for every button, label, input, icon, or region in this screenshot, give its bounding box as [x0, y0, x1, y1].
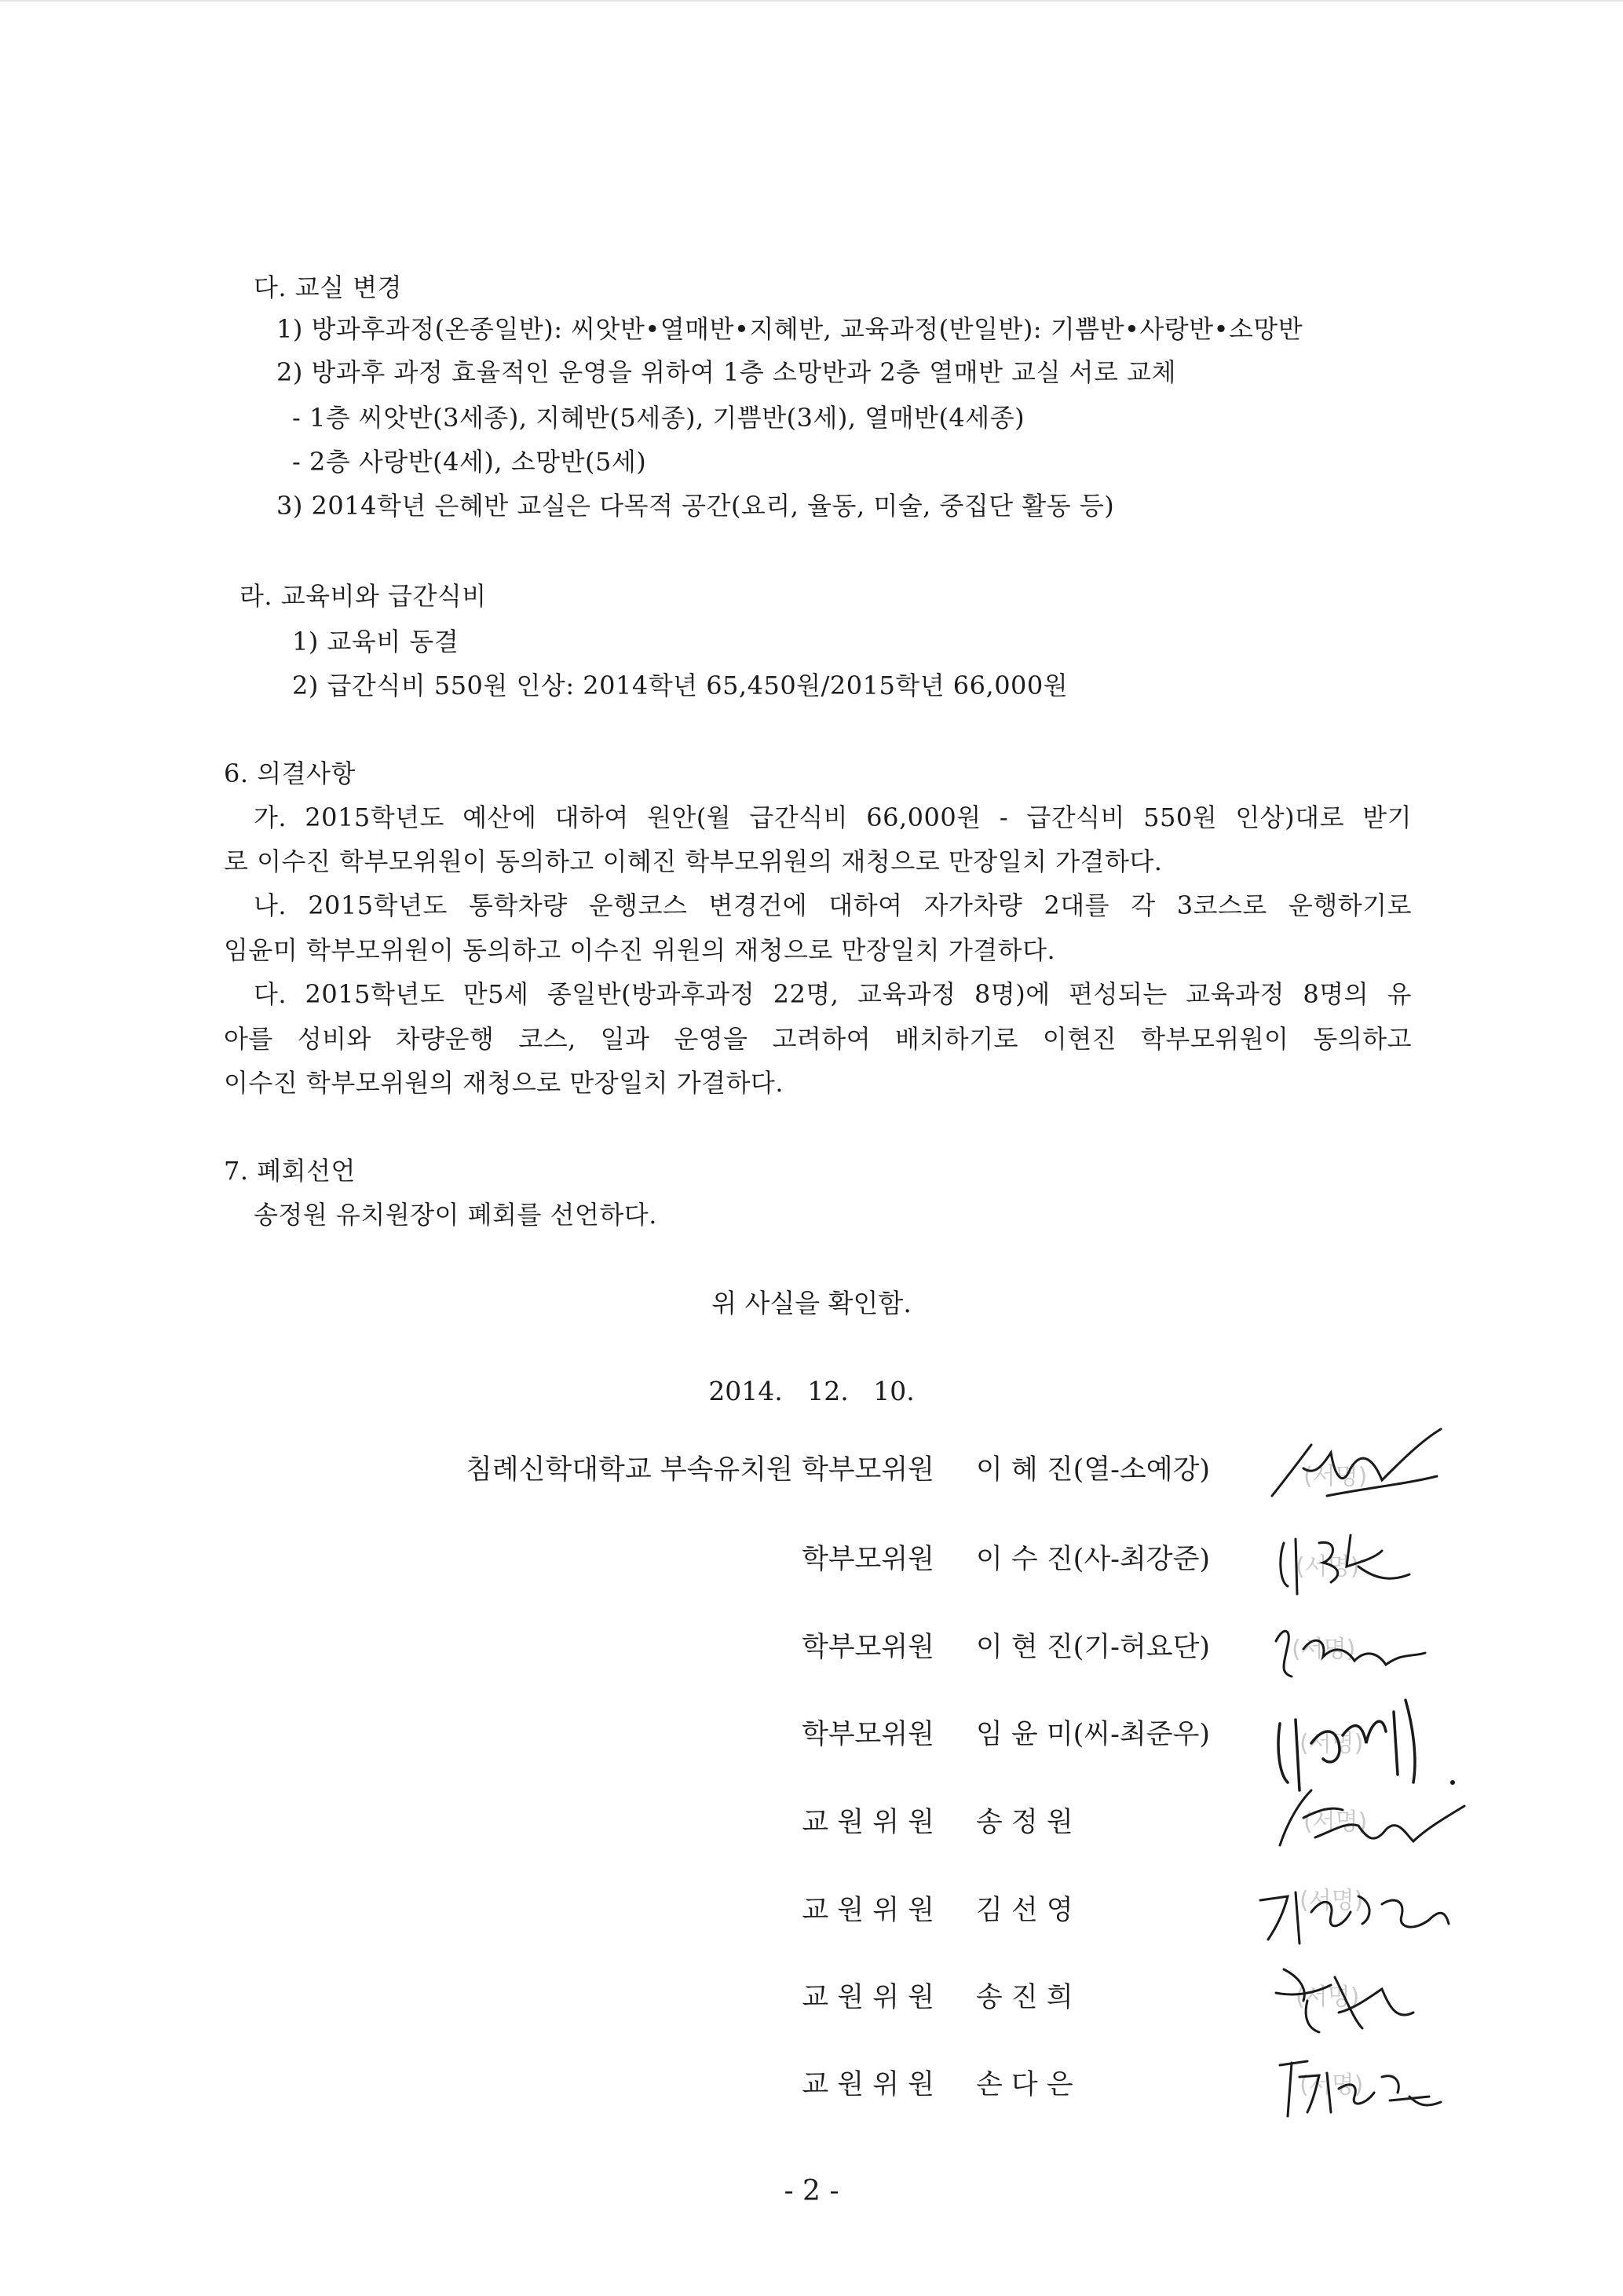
scan-edge [0, 0, 1623, 2]
section-da-item-1: 1) 방과후과정(온종일반): 씨앗반•열매반•지혜반, 교육과정(반일반): 기쁨반•사랑반•소망반 [276, 314, 1303, 344]
confirmation-statement: 위 사실을 확인함. [711, 1288, 912, 1318]
section-7-title: 7. 폐회선언 [224, 1156, 356, 1186]
resolution-ga-line-1: 가. 2015학년도 예산에 대하여 원안(월 급간식비 66,000원 - 급간식비 550원 인상)대로 받기 [254, 803, 1412, 832]
svg-text:(서명): (서명) [1299, 1887, 1364, 1914]
signatory-role: 교 원 위 원 [802, 1895, 934, 1926]
section-7-body: 송정원 유치원장이 폐회를 선언하다. [254, 1200, 657, 1230]
signatory-role: 교 원 위 원 [802, 2069, 934, 2100]
signature-scribble-2 [1264, 1519, 1429, 1606]
svg-text:(서명): (서명) [1303, 1463, 1368, 1490]
svg-text:(서명): (서명) [1296, 1553, 1360, 1581]
svg-text:(서명): (서명) [1296, 1983, 1360, 2011]
section-da-item-2b: - 2층 사랑반(4세), 소망반(5세) [292, 447, 647, 477]
section-da-item-2a: - 1층 씨앗반(3세종), 지혜반(5세종), 기쁨반(3세), 열매반(4세종) [292, 403, 1025, 433]
signature-scribble-3 [1260, 1610, 1433, 1688]
signatory-role: 학부모위원 [801, 1719, 934, 1750]
resolution-da-line-2: 아를 성비와 차량운행 코스, 일과 운영을 고려하여 배치하기로 이현진 학부모위원이 동의하고 [224, 1024, 1412, 1054]
signatory-role: 학부모위원 [801, 1544, 934, 1575]
section-da-title: 다. 교실 변경 [254, 272, 403, 302]
resolution-na-line-1: 나. 2015학년도 통학차량 운행코스 변경건에 대하여 자가차량 2대를 각 3코스로 운행하기로 [254, 890, 1412, 920]
signatory-role: 침례신학대학교 부속유치원 학부모위원 [465, 1454, 934, 1486]
signatory-name: 임 윤 미(씨-최준우) [976, 1719, 1211, 1750]
signatory-name: 송 정 원 [976, 1807, 1073, 1838]
signatory-name: 이 수 진(사-최강준) [976, 1544, 1211, 1575]
section-da-item-3: 3) 2014학년 은혜반 교실은 다목적 공간(요리, 율동, 미술, 중집단 활동 등) [276, 491, 1115, 521]
svg-text:(서명): (서명) [1299, 1730, 1364, 1757]
signatory-name: 김 선 영 [976, 1895, 1073, 1926]
signatory-role: 교 원 위 원 [802, 1982, 934, 2013]
signatory-name: 이 현 진(기-허요단) [976, 1632, 1211, 1663]
signature-scribble-7 [1260, 1954, 1433, 2048]
section-ra-item-1: 1) 교육비 동결 [292, 627, 459, 656]
signatory-name: 송 진 희 [976, 1982, 1073, 2013]
signatory-role: 학부모위원 [801, 1632, 934, 1663]
section-6-title: 6. 의결사항 [224, 759, 356, 788]
confirmation-date: 2014. 12. 10. [708, 1376, 915, 1406]
signatory-name: 이 혜 진(열-소예강) [976, 1454, 1211, 1486]
svg-text:(서명): (서명) [1292, 1636, 1356, 1663]
section-ra-title: 라. 교육비와 급간식비 [239, 581, 487, 611]
resolution-da-line-1: 다. 2015학년도 만5세 종일반(방과후과정 22명, 교육과정 8명)에 편성되는 교육과정 8명의 유 [254, 979, 1412, 1009]
svg-text:(서명): (서명) [1303, 1808, 1368, 1836]
signatory-role: 교 원 위 원 [802, 1807, 934, 1838]
section-da-item-2: 2) 방과후 과정 효율적인 운영을 위하여 1층 소망반과 2층 열매반 교실 서로 교체 [276, 357, 1176, 387]
page-number: - 2 - [784, 2175, 839, 2207]
signature-scribble-5 [1256, 1775, 1468, 1869]
resolution-ga-line-2: 로 이수진 학부모위원이 동의하고 이혜진 학부모위원의 재청으로 만장일치 가결하다. [224, 846, 1163, 876]
signature-scribble-6 [1245, 1865, 1457, 1951]
svg-text:(서명): (서명) [1299, 2071, 1364, 2099]
signatory-name: 손 다 은 [976, 2069, 1073, 2100]
resolution-da-line-3: 이수진 학부모위원의 재청으로 만장일치 가결하다. [224, 1068, 784, 1098]
resolution-na-line-2: 임윤미 학부모위원이 동의하고 이수진 위원의 재청으로 만장일치 가결하다. [224, 935, 1056, 965]
signature-scribble-1 [1256, 1421, 1445, 1515]
signature-scribble-8 [1264, 2046, 1445, 2124]
section-ra-item-2: 2) 급간식비 550원 인상: 2014학년 65,450원/2015학년 66,000원 [292, 671, 1069, 700]
